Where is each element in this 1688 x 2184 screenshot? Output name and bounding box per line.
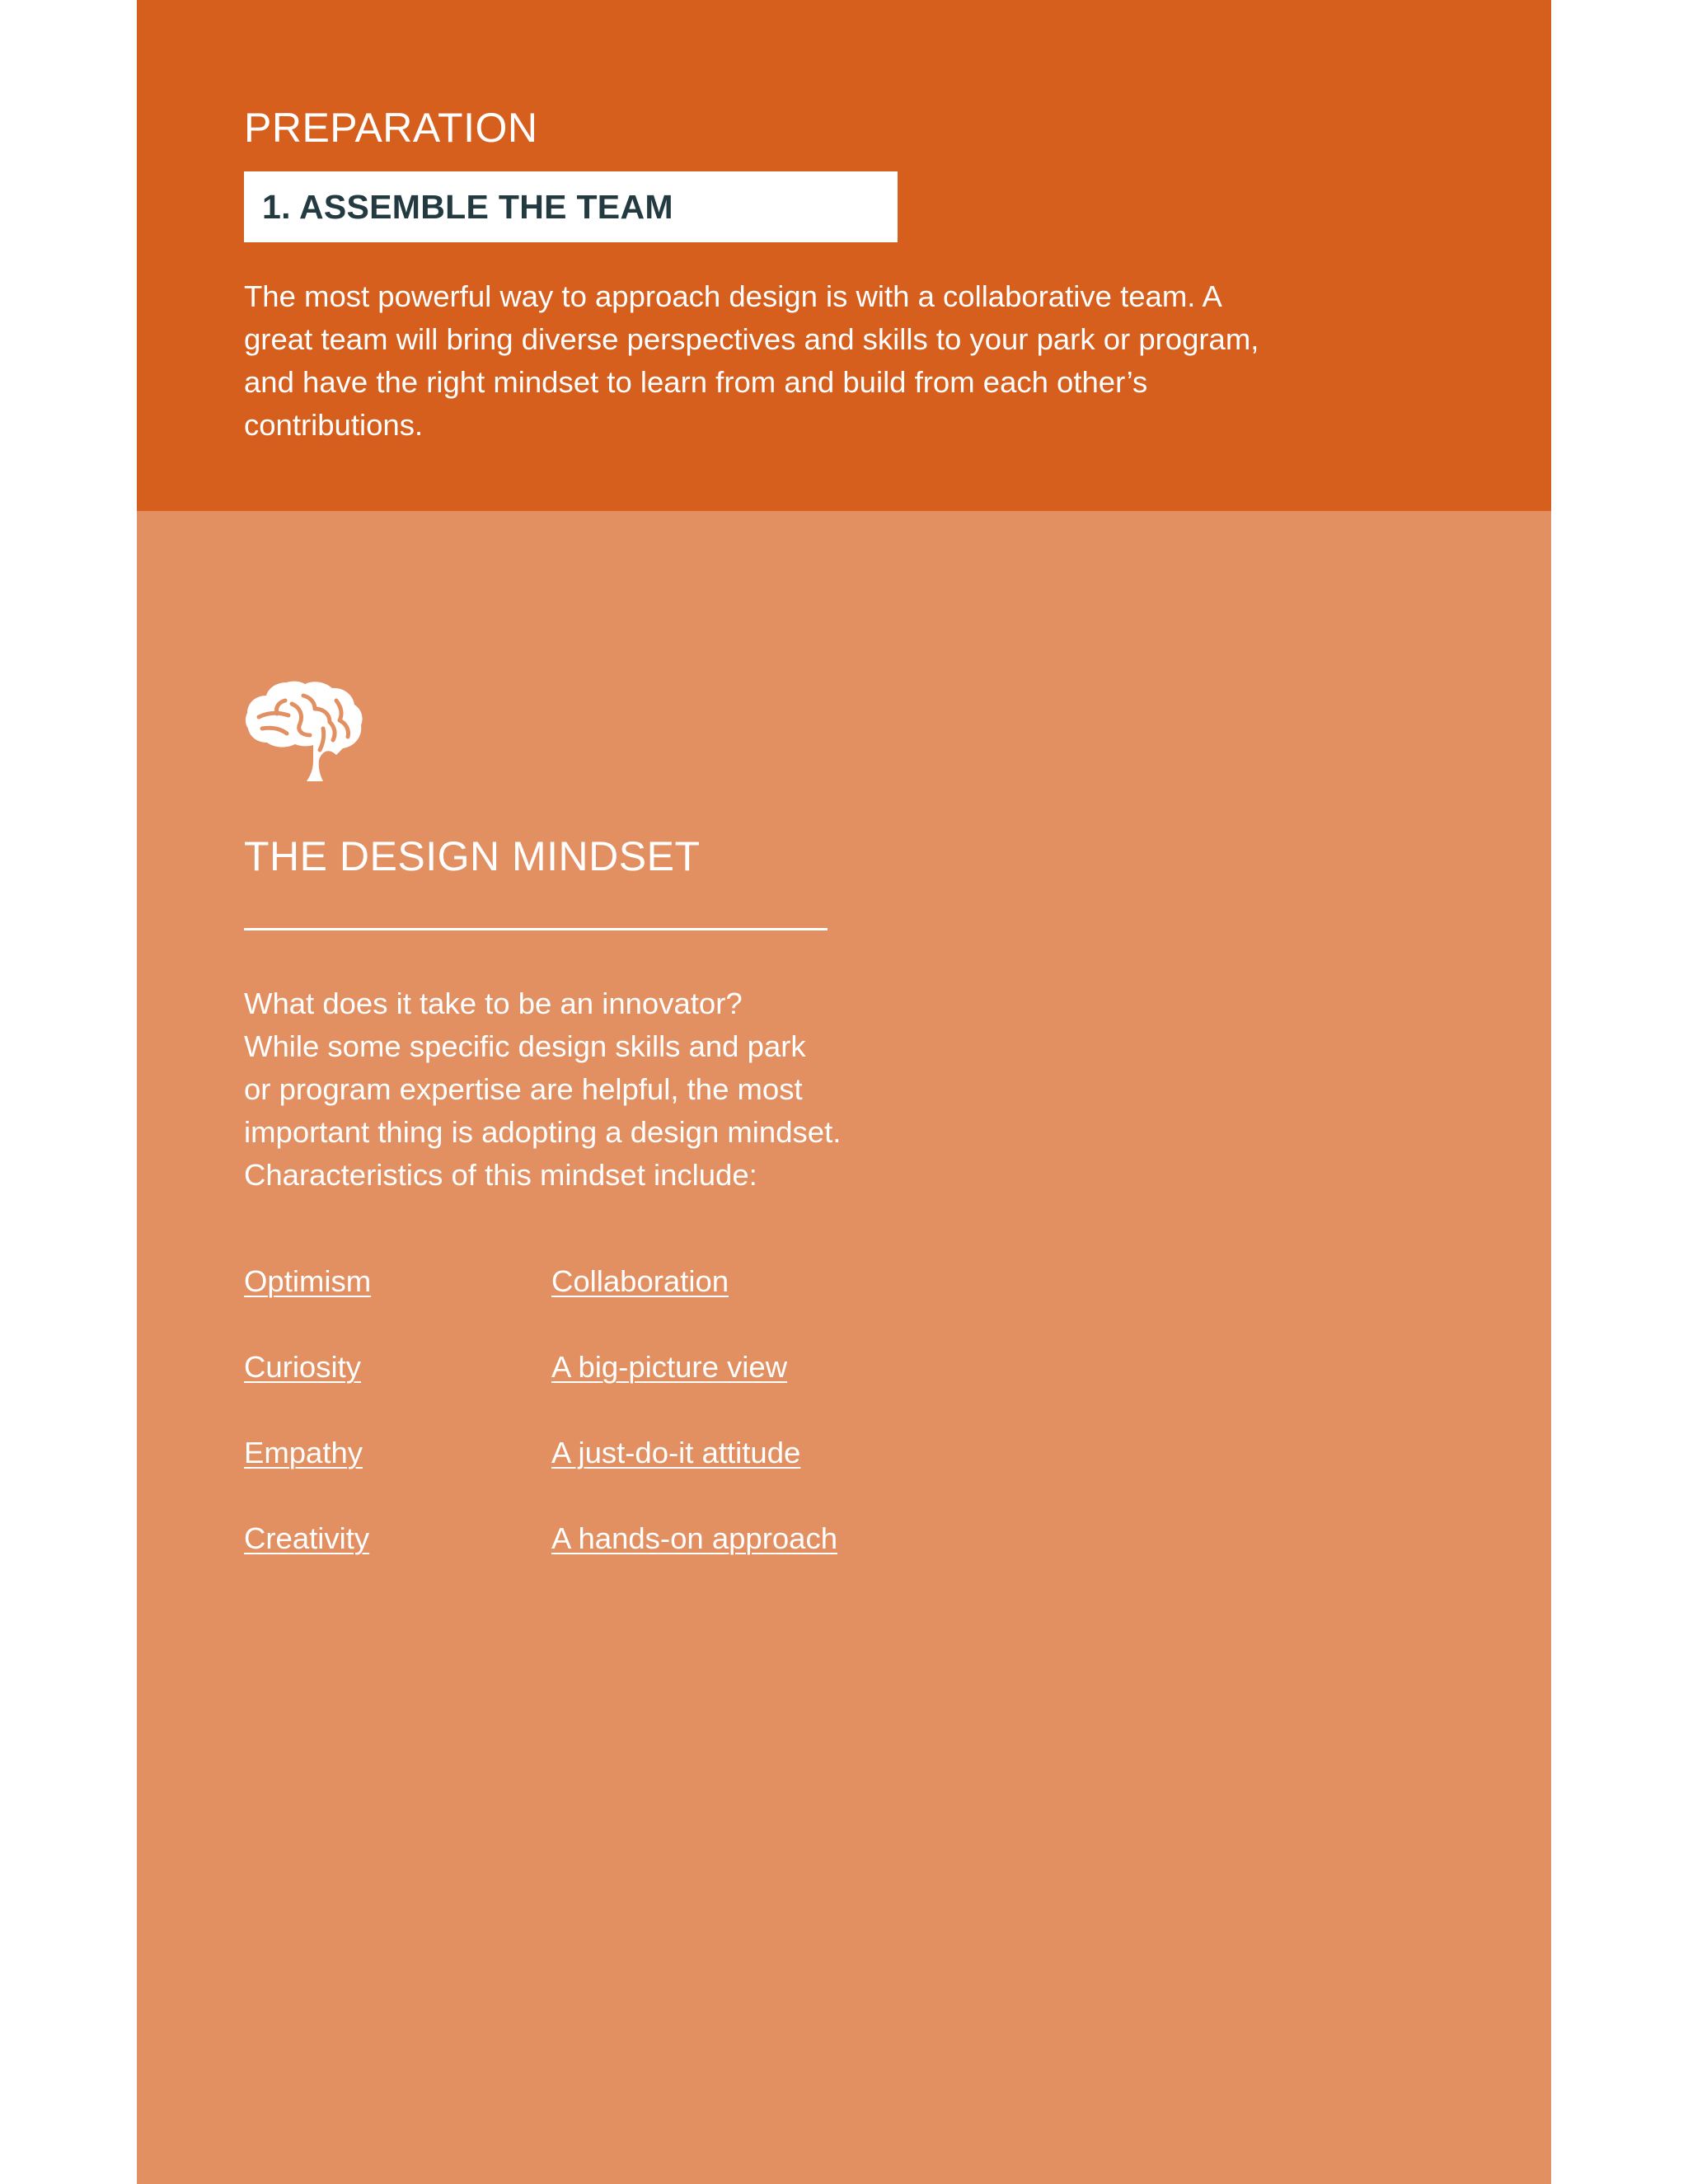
trait-link-empathy[interactable]: Empathy bbox=[244, 1436, 363, 1469]
trait-link-big-picture-view[interactable]: A big-picture view bbox=[551, 1350, 788, 1384]
mindset-paragraph-line: important thing is adopting a design mindset. bbox=[244, 1115, 842, 1149]
section-label: PREPARATION bbox=[244, 105, 538, 151]
title-divider bbox=[244, 928, 828, 930]
trait-link-optimism[interactable]: Optimism bbox=[244, 1264, 372, 1298]
step-title-box bbox=[244, 171, 898, 242]
step-title: 1. ASSEMBLE THE TEAM bbox=[262, 187, 673, 226]
mindset-paragraph-line: Characteristics of this mindset include: bbox=[244, 1158, 757, 1192]
mindset-paragraph-line: While some specific design skills and park bbox=[244, 1029, 806, 1063]
mindset-paragraph bbox=[244, 982, 912, 1197]
brain-icon bbox=[244, 679, 363, 783]
trait-link-collaboration[interactable]: Collaboration bbox=[551, 1264, 729, 1298]
trait-link-curiosity[interactable]: Curiosity bbox=[244, 1350, 361, 1384]
trait-link-hands-on-approach[interactable]: A hands-on approach bbox=[551, 1521, 838, 1555]
trait-link-creativity[interactable]: Creativity bbox=[244, 1521, 370, 1555]
trait-link-just-do-it-attitude[interactable]: A just-do-it attitude bbox=[551, 1436, 801, 1469]
mindset-paragraph-line: What does it take to be an innovator? bbox=[244, 987, 743, 1020]
document-page bbox=[137, 0, 1551, 2184]
mindset-paragraph-line: or program expertise are helpful, the most bbox=[244, 1072, 803, 1106]
intro-paragraph: The most powerful way to approach design is with a collaborative team. A great team will bring diverse perspectives and skills to your park or program, and have the right mindset to learn from and build from each other’s contributions. bbox=[244, 279, 1259, 442]
preparation-section bbox=[137, 0, 1551, 511]
mindset-title: THE DESIGN MINDSET bbox=[244, 833, 701, 879]
